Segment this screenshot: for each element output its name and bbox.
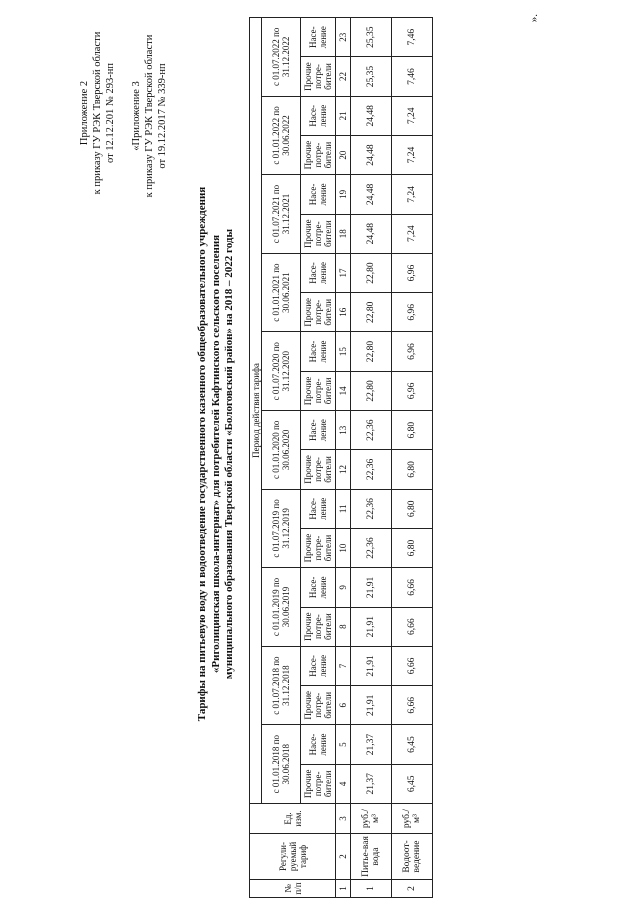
appendix-order-date: от 19.12.2017 № 339-нп — [157, 63, 168, 169]
row-number-cell: 1 — [351, 880, 392, 898]
tariff-value-cell: 22,36 — [351, 450, 392, 489]
consumer-other-header: Прочие потре-бители — [301, 450, 336, 489]
table-row — [351, 18, 392, 898]
period-header-cell: с 01.07.2018 по 31.12.2018 — [262, 646, 301, 725]
consumer-population-header: Насе-ление — [301, 18, 336, 57]
consumer-population-header: Насе-ление — [301, 96, 336, 135]
tariff-value-cell: 25,35 — [351, 18, 392, 57]
period-header-cell: с 01.07.2022 по 31.12.2022 — [262, 18, 301, 97]
tariff-value-cell: 6,80 — [392, 528, 433, 567]
tariff-value-cell: 6,66 — [392, 568, 433, 607]
tariff-value-cell: 24,48 — [351, 96, 392, 135]
period-header-cell: с 01.07.2020 по 31.12.2020 — [262, 332, 301, 411]
tariff-value-cell: 7,46 — [392, 57, 433, 96]
appendix-label: «Приложение 3 — [131, 81, 142, 151]
tariff-value-cell: 7,24 — [392, 214, 433, 253]
column-number-cell: 17 — [336, 253, 351, 292]
column-header-unit: Ед. изм. — [250, 804, 336, 834]
consumer-population-header: Насе-ление — [301, 332, 336, 371]
tariff-value-cell: 22,36 — [351, 489, 392, 528]
column-header-tariff: Регули-руемый тариф — [250, 834, 336, 880]
table-period-row — [262, 18, 301, 898]
consumer-population-header: Насе-ление — [301, 411, 336, 450]
column-number-cell: 12 — [336, 450, 351, 489]
consumer-population-header: Насе-ление — [301, 568, 336, 607]
tariff-value-cell: 7,24 — [392, 135, 433, 174]
tariff-value-cell: 6,80 — [392, 411, 433, 450]
tariff-value-cell: 21,91 — [351, 607, 392, 646]
title-line: муниципального образования Тверской области «Бологовский район» на 2018 – 2022 годы — [223, 228, 235, 680]
column-number-cell: 6 — [336, 686, 351, 725]
tariff-value-cell: 22,80 — [351, 332, 392, 371]
tariff-value-cell: 24,48 — [351, 214, 392, 253]
column-number-cell: 4 — [336, 764, 351, 803]
consumer-other-header: Прочие потре-бители — [301, 764, 336, 803]
consumer-other-header: Прочие потре-бители — [301, 607, 336, 646]
consumer-population-header: Насе-ление — [301, 253, 336, 292]
tariff-value-cell: 21,37 — [351, 764, 392, 803]
column-number-cell: 14 — [336, 371, 351, 410]
column-number-cell: 20 — [336, 135, 351, 174]
tariff-value-cell: 22,80 — [351, 293, 392, 332]
consumer-other-header: Прочие потре-бители — [301, 135, 336, 174]
table-row — [392, 18, 433, 898]
table-period-group-row — [250, 18, 262, 898]
appendix-order-ref: к приказу ГУ РЭК Тверской области — [92, 31, 103, 195]
row-number-cell: 2 — [392, 880, 433, 898]
appendix-header-current — [78, 28, 117, 198]
appendix-order-date: от 12.12.201 № 293-нп — [105, 62, 116, 164]
tariff-value-cell: 7,24 — [392, 96, 433, 135]
consumer-other-header: Прочие потре-бители — [301, 57, 336, 96]
row-tariff-cell: Питье-вая вода — [351, 834, 392, 880]
tariff-value-cell: 6,80 — [392, 450, 433, 489]
consumer-other-header: Прочие потре-бители — [301, 214, 336, 253]
column-number-cell: 1 — [336, 880, 351, 898]
tariff-value-cell: 21,91 — [351, 686, 392, 725]
title-line: Тарифы на питьевую воду и водоотведение государственного казенного общеобразовательного учреждения — [196, 186, 208, 722]
column-header-period: Период действия тарифа — [250, 18, 262, 804]
column-number-cell: 19 — [336, 175, 351, 214]
period-header-cell: с 01.01.2018 по 30.06.2018 — [262, 725, 301, 804]
tariff-value-cell: 6,45 — [392, 764, 433, 803]
consumer-other-header: Прочие потре-бители — [301, 371, 336, 410]
tariff-value-cell: 7,24 — [392, 175, 433, 214]
tariff-value-cell: 6,66 — [392, 686, 433, 725]
column-number-cell: 8 — [336, 607, 351, 646]
period-header-cell: с 01.01.2019 по 30.06.2019 — [262, 568, 301, 647]
appendix-order-ref: к приказу ГУ РЭК Тверской области — [144, 34, 155, 198]
tariff-value-cell: 24,48 — [351, 135, 392, 174]
period-header-cell: с 01.01.2020 по 30.06.2020 — [262, 411, 301, 490]
column-number-cell: 23 — [336, 18, 351, 57]
column-number-cell: 2 — [336, 834, 351, 880]
column-number-cell: 7 — [336, 646, 351, 685]
column-number-cell: 11 — [336, 489, 351, 528]
column-number-cell: 18 — [336, 214, 351, 253]
tariff-table — [249, 17, 433, 898]
tariff-value-cell: 6,66 — [392, 646, 433, 685]
column-number-cell: 21 — [336, 96, 351, 135]
row-tariff-cell: Водоот-ведение — [392, 834, 433, 880]
tariff-value-cell: 22,36 — [351, 411, 392, 450]
column-number-cell: 3 — [336, 804, 351, 834]
tariff-value-cell: 21,91 — [351, 646, 392, 685]
column-number-cell: 15 — [336, 332, 351, 371]
consumer-other-header: Прочие потре-бители — [301, 528, 336, 567]
column-number-cell: 16 — [336, 293, 351, 332]
closing-quote-mark: ». — [528, 14, 540, 23]
row-unit-cell: руб./м³ — [392, 804, 433, 834]
consumer-other-header: Прочие потре-бители — [301, 686, 336, 725]
consumer-population-header: Насе-ление — [301, 646, 336, 685]
document-title — [196, 154, 237, 754]
title-line: «Риголицинская школа-интернат» для потребителей Кафтинского сельского поселения — [209, 234, 222, 674]
tariff-value-cell: 22,36 — [351, 528, 392, 567]
consumer-population-header: Насе-ление — [301, 489, 336, 528]
column-header-number: № п/п — [250, 880, 336, 898]
tariff-value-cell: 21,91 — [351, 568, 392, 607]
column-number-cell: 13 — [336, 411, 351, 450]
tariff-value-cell: 7,46 — [392, 18, 433, 57]
tariff-value-cell: 22,80 — [351, 371, 392, 410]
period-header-cell: с 01.01.2021 по 30.06.2021 — [262, 253, 301, 332]
tariff-value-cell: 6,96 — [392, 293, 433, 332]
appendix-header-original — [130, 16, 169, 216]
column-number-cell: 22 — [336, 57, 351, 96]
tariff-value-cell: 6,80 — [392, 489, 433, 528]
tariff-value-cell: 24,48 — [351, 175, 392, 214]
tariff-value-cell: 25,35 — [351, 57, 392, 96]
table-consumer-row — [301, 18, 336, 898]
appendix-label: Приложение 2 — [79, 80, 90, 146]
tariff-value-cell: 22,80 — [351, 253, 392, 292]
tariff-value-cell: 6,66 — [392, 607, 433, 646]
tariff-value-cell: 6,96 — [392, 253, 433, 292]
consumer-other-header: Прочие потре-бители — [301, 293, 336, 332]
column-number-cell: 9 — [336, 568, 351, 607]
column-number-cell: 10 — [336, 528, 351, 567]
tariff-value-cell: 6,96 — [392, 371, 433, 410]
period-header-cell: с 01.01.2022 по 30.06.2022 — [262, 96, 301, 175]
table-column-number-row — [336, 18, 351, 898]
period-header-cell: с 01.07.2021 по 31.12.2021 — [262, 175, 301, 254]
period-header-cell: с 01.07.2019 по 31.12.2019 — [262, 489, 301, 568]
consumer-population-header: Насе-ление — [301, 725, 336, 764]
column-number-cell: 5 — [336, 725, 351, 764]
row-unit-cell: руб./м³ — [351, 804, 392, 834]
tariff-value-cell: 21,37 — [351, 725, 392, 764]
tariff-value-cell: 6,45 — [392, 725, 433, 764]
tariff-value-cell: 6,96 — [392, 332, 433, 371]
consumer-population-header: Насе-ление — [301, 175, 336, 214]
